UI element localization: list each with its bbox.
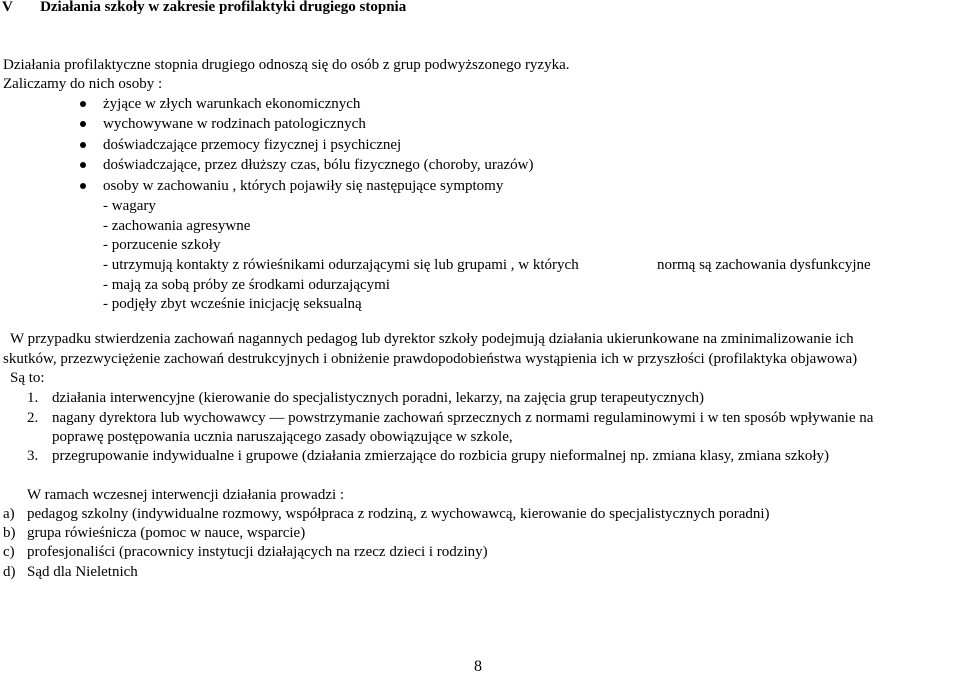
symptom-item: - zachowania agresywne	[103, 218, 251, 234]
symptom-item: - utrzymują kontakty z rówieśnikami odurzającymi się lub grupami , w których	[103, 257, 579, 273]
intro-line-2: Zaliczamy do nich osoby :	[3, 76, 163, 92]
item-text: Sąd dla Nieletnich	[27, 564, 138, 580]
section-number: V	[2, 0, 13, 15]
paragraph-line: Są to:	[10, 370, 45, 386]
item-number: 3.	[27, 448, 39, 464]
symptom-item: - wagary	[103, 198, 156, 214]
item-text: przegrupowanie indywidualne i grupowe (działania zmierzające do rozbicia grupy nieformalnej np. zmiana klasy, zmiana szkoły)	[52, 448, 830, 464]
symptom-item-continuation: normą są zachowania dysfunkcyjne	[657, 257, 871, 273]
symptom-item: - podjęły zbyt wcześnie inicjację seksualną	[103, 296, 362, 312]
paragraph-line: skutków, przezwyciężenie zachowań destrukcyjnych i obniżenie prawdopodobieństwa wystąpienia ich w przyszłości (profilaktyka objawowa)	[3, 351, 858, 367]
early-intervention-heading: W ramach wczesnej interwencji działania prowadzi :	[27, 487, 345, 503]
item-label: d)	[3, 564, 16, 580]
item-text: grupa rówieśnicza (pomoc w nauce, wsparcie)	[27, 525, 306, 541]
item-number: 1.	[27, 390, 39, 406]
intro-line-1: Działania profilaktyczne stopnia drugiego odnoszą się do osób z grup podwyższonego ryzyka.	[3, 57, 570, 73]
section-heading	[2, 0, 406, 17]
item-label: b)	[3, 525, 16, 541]
bullet-icon	[80, 101, 86, 107]
paragraph-line: W przypadku stwierdzenia zachowań nagannych pedagog lub dyrektor szkoły podejmują działania ukierunkowane na zminimalizowanie ich	[10, 331, 854, 347]
item-text: działania interwencyjne (kierowanie do specjalistycznych poradni, lekarzy, na zajęcia grup terapeutycznych)	[52, 390, 705, 406]
bullet-icon	[80, 183, 86, 189]
item-text: profesjonaliści (pracownicy instytucji działających na rzecz dzieci i rodziny)	[27, 544, 488, 560]
item-number: 2.	[27, 410, 39, 426]
item-text-continuation: poprawę postępowania ucznia naruszającego zasady obowiązujące w szkole,	[52, 429, 513, 445]
bullet-icon	[80, 142, 86, 148]
bullet-icon	[80, 162, 86, 168]
item-text: nagany dyrektora lub wychowawcy — powstrzymanie zachowań sprzecznych z normami regulaminowymi i w ten sposób wpływanie na	[52, 410, 874, 426]
symptom-item: - porzucenie szkoły	[103, 237, 221, 253]
page-number: 8	[474, 658, 482, 675]
symptom-item: - mają za sobą próby ze środkami odurzającymi	[103, 277, 390, 293]
item-text: pedagog szkolny (indywidualne rozmowy, współpraca z rodziną, z wychowawcą, kierowanie do specjalistycznych poradni)	[27, 506, 770, 522]
section-title: Działania szkoły w zakresie profilaktyki drugiego stopnia	[40, 0, 407, 15]
item-label: a)	[3, 506, 15, 522]
item-label: c)	[3, 544, 15, 560]
bullet-icon	[80, 121, 86, 127]
